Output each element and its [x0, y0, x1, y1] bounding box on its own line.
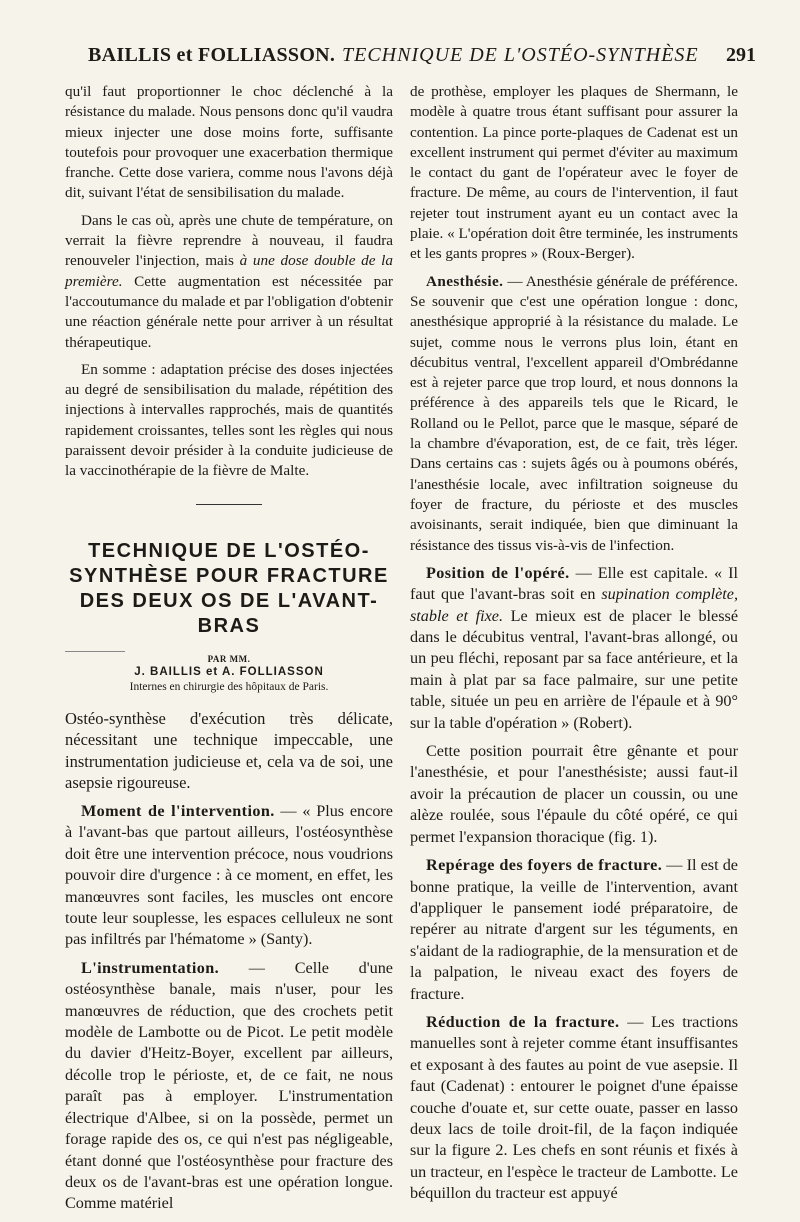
section-heading: Moment de l'intervention. [81, 802, 275, 821]
paragraph: Repérage des foyers de fracture. — Il est de bonne pratique, la veille de l'intervention, avant d'appliquer le pansement iodé préparatoire, de repérer au nitrate d'argent sur les téguments, en s'aidant de la radiographie, de la mensuration et de la palpation, le niveau exact des foyers de fracture. [410, 856, 738, 1003]
paragraph: qu'il faut proportionner le choc déclenché à la résistance du malade. Nous pensons donc qu'il vaudra mieux injecter une dose moins forte, suffisante toutefois pour provoquer une exacerbation thermique franche. Cette dose variera, comme nous l'avons déjà dit, suivant l'état de sensibilisation du malade. [65, 83, 393, 202]
section-heading: Position de l'opéré. [426, 563, 570, 582]
byline-authors: J. BAILLIS et A. FOLLIASSON [134, 665, 324, 678]
running-header [60, 40, 760, 74]
paragraph: Réduction de la fracture. — Les tractions manuelles sont à rejeter comme étant insuffisantes et exposant à des fautes au point de vue asepsie. Il faut (Cadenat) : entourer le poignet d'une épaisse couche d'ouate et, sur cette ouate, passer en lasso deux lacs de toile droit-fil, de la façon indiquée sur la figure 2. Les chefs en sont réunis et fixés à un tracteur, en l'espèce le tracteur de Lambotte. Le béquillon du tracteur est appuyé [410, 1012, 738, 1203]
byline-affiliation: Internes en chirurgie des hôpitaux de Paris. [129, 680, 329, 693]
lead-paragraph: Ostéo-synthèse d'exécution très délicate, nécessitant une technique impeccable, une instrumentation judicieuse et, cela va de soi, une asepsie rigoureuse. [65, 708, 393, 793]
paragraph: Cette position pourrait être gênante et pour l'anesthésie, et pour l'anesthésiste; aussi faut-il avoir la précaution de placer un coussin, ou une alèze roulée, sous l'épaule du côté opéré, ce qui permet l'expansion thoracique (fig. 1). [410, 742, 738, 846]
section-heading: Anesthésie. [426, 272, 504, 290]
paragraph: de prothèse, employer les plaques de Shermann, le modèle à quatre trous étant suffisant pour assurer la contention. La pince porte-plaques de Cadenat est un excellent instrument qui permet d'éviter au maximum le contact du gant de l'opérateur avec le foyer de fracture. De même, au cours de l'intervention, il faut rejeter tout instrument ayant eu un contact avec la plaie. « L'opération doit être terminée, les instruments et les gants propres » (Roux-Berger). [410, 83, 738, 263]
section-heading: Réduction de la fracture. [426, 1012, 620, 1031]
section-heading: L'instrumentation. [81, 958, 220, 977]
article-title: TECHNIQUE DE L'OSTÉO- SYNTHÈSE POUR FRACTURE DES DEUX OS DE L'AVANT- BRAS [69, 539, 389, 637]
paragraph: Position de l'opéré. — Elle est capitale. « Il faut que l'avant-bras soit en supination complète, stable et fixe. Le mieux est de placer le blessé dans le décubitus ventral, l'avant-bras allongé, ou un peu fléchi, reposant par sa face antérieure, et la main à plat par sa face palmaire, sur une petite table, située un peu en arrière de l'épaule et à 90° sur la table d'opération » (Robert). [410, 563, 739, 732]
header-authors: BAILLIS et FOLLIASSON. [88, 44, 336, 66]
byline-par: PAR MM. [207, 653, 251, 664]
header-title: TECHNIQUE DE L'OSTÉO-SYNTHÈSE [342, 44, 699, 66]
paragraph: L'instrumentation. — Celle d'une ostéosynthèse banale, mais n'user, pour les manœuvres de réduction, que des crochets petit modèle de Lambotte ou de Picot. Le petit modèle du davier d'Heitz-Boyer, excellent par ailleurs, décolle trop le périoste, et, de ce fait, ne nous paraît pas à employer. L'instrumentation électrique d'Albee, si on la possède, permet un forage rapide des os, ce qui n'est pas négligeable, étant donné que l'ostéosynthèse pour fracture des deux os de l'avant-bras est une opération longue. Comme matériel [65, 958, 393, 1213]
paragraph: Anesthésie. — Anesthésie générale de préférence. Se souvenir que c'est une opération longue : donc, anesthésique approprié à la résistance du malade. Le sujet, comme nous le verrons plus loin, étant en décubitus ventral, l'excellent appareil d'Ombrédanne est à rejeter parce que trop lourd, et nous donnons la préférence à des appareils tels que le Ricard, le Rolland ou le Pellot, parce que le masque, séparé de la chambre d'évaporation, est, de ce fait, très léger. Dans certains cas : sujets âgés ou à poumons obérés, l'anesthésie locale, avec infiltration soigneuse du foyer de fracture, du périoste et des muscles avoisinants, serait indiquée, bien que diminuant la résistance des tissus vis-à-vis de l'infection. [410, 272, 738, 554]
byline-divider [65, 651, 125, 652]
right-column [410, 82, 738, 1212]
section-divider [196, 504, 262, 505]
left-column [65, 82, 393, 1222]
paragraph: En somme : adaptation précise des doses injectées au degré de sensibilisation du malade, répétition des injections à intervalles rapprochés, mais de quantités rapidement croissantes, telles sont les règles qui nous paraissent devoir présider à la conduite judicieuse de la vaccinothérapie de la fièvre de Malte. [65, 360, 393, 480]
paragraph: Moment de l'intervention. — « Plus encore à l'avant-bas que partout ailleurs, l'ostéosynthèse doit être une intervention précoce, nous voudrions pouvoir dire d'urgence : à ce moment, en effet, les manœuvres sont faciles, les muscles ont encore toute leur souplesse, les espaces celluleux ne sont pas infiltrés par l'hématome » (Santy). [65, 802, 393, 949]
page-number: 291 [726, 44, 756, 66]
section-heading: Repérage des foyers de fracture. [426, 856, 663, 875]
paragraph: Dans le cas où, après une chute de température, on verrait la fièvre reprendre à nouveau, il faudra renouveler l'injection, mais à une dose double de la première. Cette augmentation est nécessitée par l'accoutumance du malade et par l'obligation d'obtenir une réaction générale nette pour arriver à un résultat thérapeutique. [65, 211, 393, 351]
